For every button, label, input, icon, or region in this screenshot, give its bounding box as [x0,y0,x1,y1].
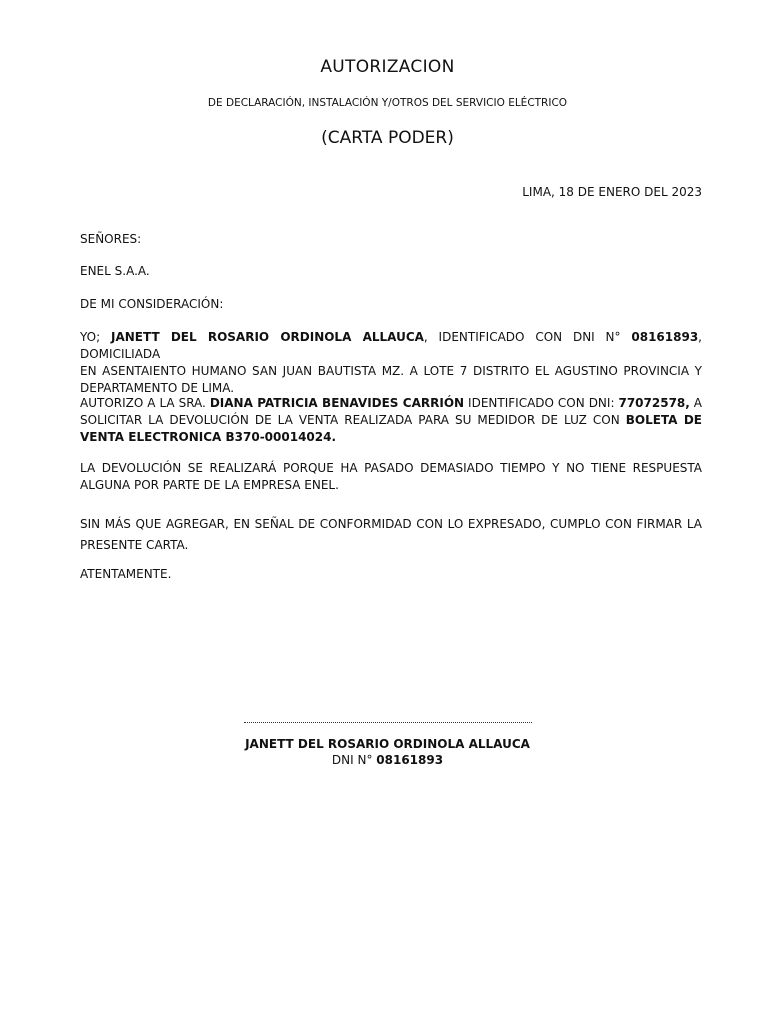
paragraph-conformity-line-2: PRESENTE CARTA. [80,538,189,552]
consideration-line: DE MI CONSIDERACIÓN: [80,297,224,311]
declarant-dni: 08161893 [631,330,699,344]
p2-mid: IDENTIFICADO CON DNI: [464,396,619,410]
paragraph-declarant [80,329,702,397]
closing-line: ATENTAMENTE. [80,567,172,581]
authorized-name: DIANA PATRICIA BENAVIDES CARRIÓN [209,396,465,410]
document-title-carta-poder: (CARTA PODER) [321,128,454,148]
signature-dotted-line [244,722,532,723]
p2-line2-text: SOLICITAR LA DEVOLUCIÓN DE LA VENTA REALIZADA PARA SU MEDIDOR DE LUZ CON [80,413,626,427]
paragraph-authorization-line-1 [80,395,702,412]
paragraph-reason-line-1: LA DEVOLUCIÓN SE REALIZARÁ PORQUE HA PASADO DEMASIADO TIEMPO Y NO TIENE RESPUESTA [80,461,702,475]
document-title: AUTORIZACION [320,57,455,77]
document-subtitle: DE DECLARACIÓN, INSTALACIÓN Y/OTROS DEL SERVICIO ELÉCTRICO [207,97,568,109]
p2-prefix: AUTORIZO A LA SRA. [80,396,210,410]
paragraph-reason [80,460,702,494]
paragraph-authorization [80,395,702,446]
paragraph-declarant-line-3: DEPARTAMENTO DE LIMA. [80,381,235,395]
p1-prefix: YO; [80,330,111,344]
paragraph-authorization-line-3 [80,429,702,446]
p1-mid: , IDENTIFICADO CON DNI N° [423,330,632,344]
authorized-dni: 77072578, [618,396,690,410]
paragraph-declarant-line-1 [80,329,702,363]
p1-suffix: , DOMICILIADA [80,330,702,361]
signature-dni [0,753,768,767]
signature-dni-number: 08161893 [376,753,444,767]
signature-dni-label: DNI N° [331,753,377,767]
paragraph-conformity [80,514,702,556]
signature-name: JANETT DEL ROSARIO ORDINOLA ALLAUCA [245,737,530,751]
salutation: SEÑORES: [80,232,142,246]
document-date: LIMA, 18 DE ENERO DEL 2023 [522,185,702,199]
paragraph-conformity-line-1: SIN MÁS QUE AGREGAR, EN SEÑAL DE CONFORMIDAD CON LO EXPRESADO, CUMPLO CON FIRMAR LA [80,517,702,531]
paragraph-reason-line-2: ALGUNA POR PARTE DE LA EMPRESA ENEL. [80,478,339,492]
paragraph-authorization-line-2 [80,412,702,429]
receipt-number: VENTA ELECTRONICA B370-00014024. [80,430,337,444]
p2-line2-bold: BOLETA DE [625,413,703,427]
declarant-name: JANETT DEL ROSARIO ORDINOLA ALLAUCA [111,330,424,344]
paragraph-declarant-line-2: EN ASENTAIENTO HUMANO SAN JUAN BAUTISTA MZ. A LOTE 7 DISTRITO EL AGUSTINO PROVINCIA Y [80,364,702,378]
p2-suffix: A [689,396,703,410]
company-name: ENEL S.A.A. [80,264,150,278]
